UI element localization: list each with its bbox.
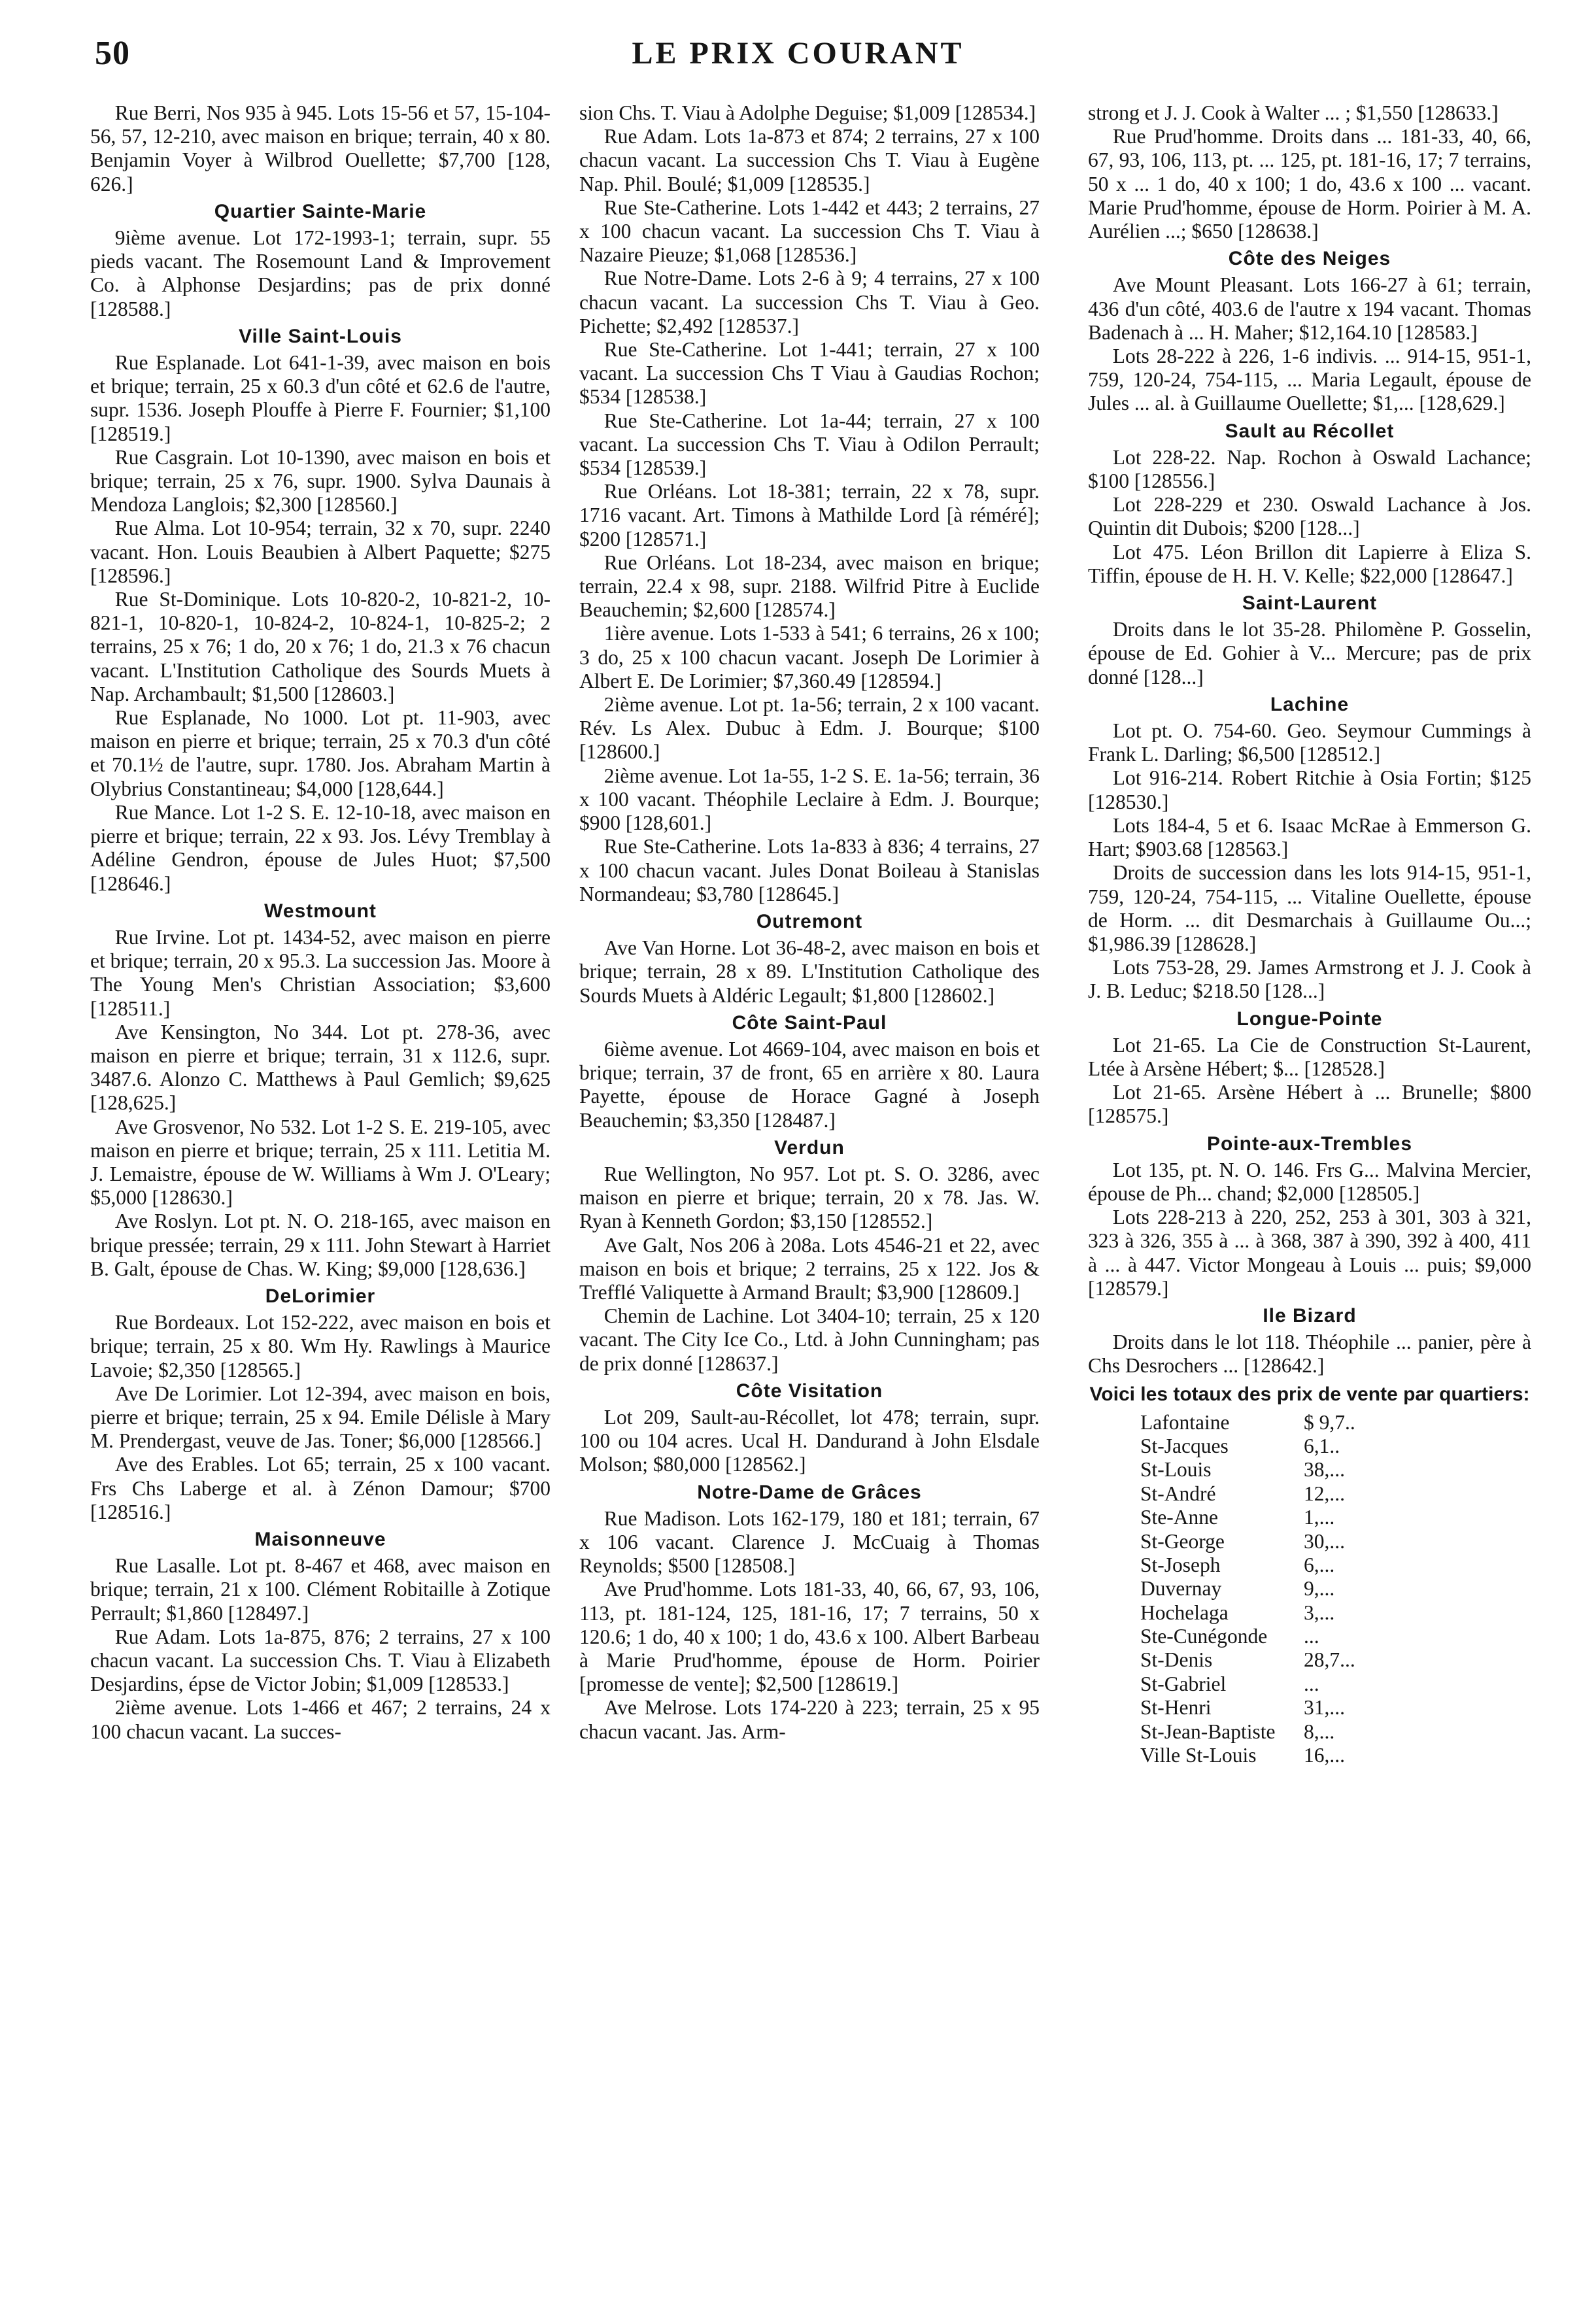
- quarter-name: St-Gabriel: [1140, 1672, 1227, 1695]
- section-heading: Côte Saint-Paul: [732, 1011, 887, 1034]
- column-3: [1088, 101, 1531, 2292]
- totals-row: [1140, 1434, 1531, 1458]
- transaction-entry: Rue Berri, Nos 935 à 945. Lots 15-56 et 57, 15-104-56, 57, 12-210, avec maison en brique; terrain, 40 x 80. Benjamin Voyer à Wilbrod Ouellette; $7,700 [128, 626.]: [90, 101, 551, 195]
- transaction-entry: Lots 753-28, 29. James Armstrong et J. J. Cook à J. B. Leduc; $218.50 [128...]: [1088, 956, 1531, 1003]
- quarter-total: ...: [1304, 1625, 1319, 1648]
- section-heading: Ville Saint-Louis: [239, 325, 402, 347]
- transaction-entry: Rue Bordeaux. Lot 152-222, avec maison en bois et brique; terrain, 25 x 80. Wm Hy. Rawlings à Maurice Lavoie; $2,350 [128565.]: [90, 1311, 551, 1382]
- quarter-name: St-George: [1140, 1529, 1225, 1553]
- quarter-total: 31,...: [1304, 1696, 1345, 1720]
- transaction-entry: Lots 184-4, 5 et 6. Isaac McRae à Emmerson G. Hart; $903.68 [128563.]: [1088, 813, 1531, 861]
- totals-row: [1140, 1411, 1531, 1434]
- section-heading: Quartier Sainte-Marie: [214, 200, 427, 222]
- quarter-name: St-Denis: [1140, 1648, 1213, 1672]
- transaction-entry: Rue Wellington, No 957. Lot pt. S. O. 3286, avec maison en pierre et brique; terrain, 20 x 78. Jas. W. Ryan à Kenneth Gordon; $3,150 [128552.]: [579, 1162, 1040, 1233]
- quarter-name: St-Jacques: [1140, 1434, 1229, 1457]
- transaction-entry: Rue Ste-Catherine. Lot 1a-44; terrain, 27 x 100 vacant. La succession Chs T. Viau à Odilon Perrault; $534 [128539.]: [579, 409, 1040, 480]
- totals-row: [1140, 1601, 1531, 1625]
- transaction-entry: Rue Mance. Lot 1-2 S. E. 12-10-18, avec maison en pierre et brique; terrain, 22 x 93. Jos. Lévy Tremblay à Adéline Gendron, épouse de Jules Huot; $7,500 [128646.]: [90, 800, 551, 895]
- totals-row: [1140, 1482, 1531, 1506]
- totals-row: [1140, 1744, 1531, 1767]
- transaction-entry: 6ième avenue. Lot 4669-104, avec maison en bois et brique; terrain, 37 de front, 65 en arrière x 80. Laura Payette, épouse de Horace Gagné à Joseph Beauchemin; $3,350 [128487.]: [579, 1037, 1040, 1132]
- transaction-entry: Ave Mount Pleasant. Lots 166-27 à 61; terrain, 436 d'un côté, 403.6 de l'autre x 194 vacant. Thomas Badenach à ... H. Maher; $12,164.10 [128583.]: [1088, 273, 1531, 344]
- transaction-entry: Lot 21-65. Arsène Hébert à ... Brunelle; $800 [128575.]: [1088, 1081, 1531, 1128]
- transaction-entry: Rue Ste-Catherine. Lot 1-441; terrain, 27 x 100 vacant. La succession Chs T Viau à Gaudias Rochon; $534 [128538.]: [579, 338, 1040, 409]
- transaction-entry: Lot 228-229 et 230. Oswald Lachance à Jos. Quintin dit Dubois; $200 [128...]: [1088, 493, 1531, 540]
- transaction-entry: 9ième avenue. Lot 172-1993-1; terrain, supr. 55 pieds vacant. The Rosemount Land & Improvement Co. à Alphonse Desjardins; pas de prix donné [128588.]: [90, 226, 551, 320]
- transaction-entry: Ave Prud'homme. Lots 181-33, 40, 66, 67, 93, 106, 113, pt. 181-124, 125, 181-16, 17; 7 terrains, 50 x 120.6; 1 do, 40 x 100; 1 do, 43.6 x 100. Albert Barbeau à Marie Prud'homme, épouse de Horm. Poirier [promesse de vente]; $2,500 [128619.]: [579, 1578, 1040, 1696]
- transaction-entry: Ave Galt, Nos 206 à 208a. Lots 4546-21 et 22, avec maison en bois et brique; 2 terrains, 25 x 122. Jos & Trefflé Valiquette à Armand Brault; $3,900 [128609.]: [579, 1233, 1040, 1304]
- transaction-entry: Rue Orléans. Lot 18-381; terrain, 22 x 78, supr. 1716 vacant. Art. Timons à Mathilde Lord [à réméré]; $200 [128571.]: [579, 480, 1040, 551]
- transaction-entry: strong et J. J. Cook à Walter ... ; $1,550 [128633.]: [1088, 101, 1499, 124]
- section-heading: Côte Visitation: [736, 1380, 883, 1402]
- quarter-total: 28,7...: [1304, 1648, 1355, 1672]
- quarter-name: St-Joseph: [1140, 1553, 1221, 1576]
- section-heading: DeLorimier: [265, 1285, 376, 1307]
- transaction-entry: Lot 475. Léon Brillon dit Lapierre à Eliza S. Tiffin, épouse de H. H. V. Kelle; $22,000 [128647.]: [1088, 540, 1531, 587]
- transaction-entry: Lot 228-22. Nap. Rochon à Oswald Lachance; $100 [128556.]: [1088, 445, 1531, 493]
- transaction-entry: Lots 28-222 à 226, 1-6 indivis. ... 914-15, 951-1, 759, 120-24, 754-115, ... Maria Legault, épouse de Jules ... al. à Guillaume Ouellette; $1,... [128,629.]: [1088, 345, 1531, 415]
- section-heading: Saint-Laurent: [1242, 592, 1378, 615]
- transaction-entry: Rue Esplanade. Lot 641-1-39, avec maison en bois et brique; terrain, 25 x 60.3 d'un côté et 62.6 de l'autre, supr. 1536. Joseph Plouffe à Pierre F. Fournier; $1,100 [128519.]: [90, 351, 551, 445]
- transaction-entry: Rue Prud'homme. Droits dans ... 181-33, 40, 66, 67, 93, 106, 113, pt. ... 125, pt. 181-16, 17; 7 terrains, 50 x ... 1 do, 40 x 100; 1 do, 43.6 x 100 ... vacant. Marie Prud'homme, épouse de Horm. Poirier à M. A. Aurélien ...; $650 [128638.]: [1088, 125, 1531, 243]
- section-heading: Côte des Neiges: [1228, 248, 1391, 270]
- quarter-total: 12,...: [1304, 1482, 1345, 1505]
- section-heading: Maisonneuve: [254, 1528, 386, 1550]
- transaction-entry: Rue Ste-Catherine. Lots 1-442 et 443; 2 terrains, 27 x 100 chacun vacant. La succession Chs T. Viau à Nazaire Pieuze; $1,068 [128536.]: [579, 195, 1040, 267]
- quarter-name: Hochelaga: [1140, 1601, 1229, 1624]
- totals-row: [1140, 1577, 1531, 1601]
- section-heading: Pointe-aux-Trembles: [1206, 1132, 1413, 1155]
- quarter-name: Duvernay: [1140, 1577, 1222, 1601]
- section-heading: Longue-Pointe: [1236, 1008, 1383, 1030]
- transaction-entry: Rue Adam. Lots 1a-873 et 874; 2 terrains, 27 x 100 chacun vacant. La succession Chs T. Viau à Eugène Nap. Phil. Boulé; $1,009 [128535.]: [579, 125, 1040, 195]
- transaction-entry: Ave Grosvenor, No 532. Lot 1-2 S. E. 219-105, avec maison en pierre et brique; terrain, 25 x 111. Letitia M. J. Lemaistre, épouse de W. Williams à Wm J. O'Leary; $5,000 [128630.]: [90, 1115, 551, 1210]
- transaction-entry: Droits dans le lot 118. Théophile ... panier, père à Chs Desrochers ... [128642.]: [1088, 1331, 1531, 1378]
- transaction-entry: Chemin de Lachine. Lot 3404-10; terrain, 25 x 120 vacant. The City Ice Co., Ltd. à John Cunningham; pas de prix donné [128637.]: [579, 1304, 1040, 1375]
- totals-heading: Voici les totaux des prix de vente par quartiers:: [1089, 1383, 1530, 1405]
- totals-row: [1140, 1648, 1531, 1672]
- quarter-name: Lafontaine: [1140, 1410, 1230, 1434]
- transaction-entry: Ave Van Horne. Lot 36-48-2, avec maison en bois et brique; terrain, 28 x 89. L'Institution Catholique des Sourds Muets à Aldéric Legault; $1,800 [128602.]: [579, 936, 1040, 1007]
- transaction-entry: Rue Casgrain. Lot 10-1390, avec maison en bois et brique; terrain, 25 x 76, supr. 1900. Sylva Daunais à Mendoza Langlois; $2,300 [128560.]: [90, 445, 551, 517]
- totals-row: [1140, 1720, 1531, 1744]
- quarter-name: Ville St-Louis: [1140, 1744, 1257, 1767]
- quarter-total: 38,...: [1304, 1458, 1345, 1482]
- transaction-entry: sion Chs. T. Viau à Adolphe Deguise; $1,009 [128534.]: [579, 101, 1036, 124]
- totals-row: [1140, 1696, 1531, 1720]
- transaction-entry: Lots 228-213 à 220, 252, 253 à 301, 303 à 321, 323 à 326, 355 à ... à 368, 387 à 390, 392 à 400, 411 à ... à 447. Victor Mongeau à Louis ... puis; $9,000 [128579.]: [1088, 1206, 1531, 1300]
- quarter-name: St-Jean-Baptiste: [1140, 1720, 1276, 1743]
- quarter-total: 6,...: [1304, 1553, 1335, 1576]
- transaction-entry: Rue Ste-Catherine. Lots 1a-833 à 836; 4 terrains, 27 x 100 chacun vacant. Jules Donat Boileau à Stanislas Normandeau; $3,780 [128645.]: [579, 835, 1040, 906]
- totals-row: [1140, 1625, 1531, 1648]
- transaction-entry: Rue Madison. Lots 162-179, 180 et 181; terrain, 67 x 106 vacant. Clarence J. McCuaig à Thomas Reynolds; $500 [128508.]: [579, 1506, 1040, 1578]
- column-2: [579, 101, 1040, 2292]
- totals-row: [1140, 1672, 1531, 1696]
- transaction-entry: Lot 209, Sault-au-Récollet, lot 478; terrain, supr. 100 ou 104 acres. Ucal H. Dandurand à John Elsdale Molson; $80,000 [128562.]: [579, 1405, 1040, 1476]
- section-heading: Ile Bizard: [1263, 1304, 1357, 1327]
- quarter-total: 9,...: [1304, 1577, 1335, 1601]
- totals-row: [1140, 1458, 1531, 1482]
- section-heading: Sault au Récollet: [1225, 420, 1395, 442]
- transaction-entry: Droits de succession dans les lots 914-15, 951-1, 759, 120-24, 754-115, ... Vitaline Ouellette, épouse de Horm. ... dit Desmarchais à Guillaume Ou...; $1,986.39 [128628.]: [1088, 861, 1531, 955]
- transaction-entry: 2ième avenue. Lots 1-466 et 467; 2 terrains, 24 x 100 chacun vacant. La succes-: [90, 1696, 551, 1743]
- section-heading: Lachine: [1270, 693, 1350, 715]
- transaction-entry: Rue St-Dominique. Lots 10-820-2, 10-821-2, 10-821-1, 10-820-1, 10-824-2, 10-824-1, 10-825-2; 2 terrains, 25 x 76; 1 do, 20 x 76; 1 do, 21.3 x 76 chacun vacant. L'Institution Catholique des Sourds Muets à Nap. Archambault; $1,500 [128603.]: [90, 588, 551, 705]
- quarter-total: $ 9,7..: [1304, 1410, 1355, 1434]
- transaction-entry: Rue Notre-Dame. Lots 2-6 à 9; 4 terrains, 27 x 100 chacun vacant. La succession Chs T. Viau à Geo. Pichette; $2,492 [128537.]: [579, 267, 1040, 337]
- quarter-total: ...: [1304, 1672, 1319, 1695]
- quarter-name: Ste-Anne: [1140, 1506, 1218, 1529]
- transaction-entry: Lot 135, pt. N. O. 146. Frs G... Malvina Mercier, épouse de Ph... chand; $2,000 [128505.]: [1088, 1158, 1531, 1205]
- quarter-total: 1,...: [1304, 1506, 1335, 1529]
- section-heading: Westmount: [264, 900, 377, 922]
- column-1: [90, 101, 551, 2292]
- page-header: [0, 26, 1596, 85]
- transaction-entry: Rue Adam. Lots 1a-875, 876; 2 terrains, 27 x 100 chacun vacant. La succession Chs. T. Viau à Elizabeth Desjardins, épse de Victor Jobin; $1,009 [128533.]: [90, 1625, 551, 1696]
- transaction-entry: Rue Alma. Lot 10-954; terrain, 32 x 70, supr. 2240 vacant. Hon. Louis Beaubien à Albert Paquette; $275 [128596.]: [90, 517, 551, 587]
- transaction-entry: Rue Lasalle. Lot pt. 8-467 et 468, avec maison en brique; terrain, 21 x 100. Clément Robitaille à Zotique Perrault; $1,860 [128497.]: [90, 1554, 551, 1625]
- transaction-entry: Ave Roslyn. Lot pt. N. O. 218-165, avec maison en brique pressée; terrain, 29 x 111. John Stewart à Harriet B. Galt, épouse de Chas. W. King; $9,000 [128,636.]: [90, 1210, 551, 1280]
- running-title: LE PRIX COURANT: [632, 36, 964, 71]
- section-heading: Notre-Dame de Grâces: [697, 1481, 922, 1503]
- quarter-total: 30,...: [1304, 1529, 1345, 1553]
- quarter-name: Ste-Cunégonde: [1140, 1625, 1268, 1648]
- transaction-entry: Ave Kensington, No 344. Lot pt. 278-36, avec maison en pierre et brique; terrain, 31 x 112.6, supr. 3487.6. Alonzo C. Matthews à Paul Gemlich; $9,625 [128,625.]: [90, 1020, 551, 1115]
- transaction-entry: Droits dans le lot 35-28. Philomène P. Gosselin, épouse de Ed. Gohier à V... Mercure; pas de prix donné [128...]: [1088, 618, 1531, 688]
- page-number: 50: [95, 35, 130, 72]
- transaction-entry: Rue Irvine. Lot pt. 1434-52, avec maison en pierre et brique; terrain, 20 x 95.3. La succession Jas. Moore à The Young Men's Christian Association; $3,600 [128511.]: [90, 925, 551, 1020]
- quarter-total: 6,1..: [1304, 1434, 1340, 1457]
- quarter-total: 3,...: [1304, 1601, 1335, 1624]
- transaction-entry: Lot pt. O. 754-60. Geo. Seymour Cummings à Frank L. Darling; $6,500 [128512.]: [1088, 719, 1531, 766]
- quarter-name: St-Henri: [1140, 1696, 1212, 1720]
- transaction-entry: Ave De Lorimier. Lot 12-394, avec maison en bois, pierre et brique; terrain, 25 x 94. Emile Délisle à Mary M. Prendergast, veuve de Jas. Toner; $6,000 [128566.]: [90, 1382, 551, 1453]
- section-heading: Outremont: [756, 910, 863, 932]
- transaction-entry: Lot 916-214. Robert Ritchie à Osia Fortin; $125 [128530.]: [1088, 766, 1531, 813]
- totals-table: [1140, 1411, 1531, 1768]
- transaction-entry: Lot 21-65. La Cie de Construction St-Laurent, Ltée à Arsène Hébert; $... [128528.]: [1088, 1033, 1531, 1080]
- section-heading: Verdun: [774, 1136, 845, 1159]
- transaction-entry: Ave Melrose. Lots 174-220 à 223; terrain, 25 x 95 chacun vacant. Jas. Arm-: [579, 1696, 1040, 1743]
- transaction-entry: 2ième avenue. Lot 1a-55, 1-2 S. E. 1a-56; terrain, 36 x 100 vacant. Théophile Leclaire à Edm. J. Bourque; $900 [128,601.]: [579, 764, 1040, 835]
- transaction-entry: Rue Orléans. Lot 18-234, avec maison en brique; terrain, 22.4 x 98, supr. 2188. Wilfrid Pitre à Euclide Beauchemin; $2,600 [128574.]: [579, 551, 1040, 622]
- transaction-entry: Rue Esplanade, No 1000. Lot pt. 11-903, avec maison en pierre et brique; terrain, 25 x 70.3 d'un côté et 70.1½ de l'autre, supr. 1780. Jos. Abraham Martin à Olybrius Constantineau; $4,000 [128,644.]: [90, 706, 551, 800]
- totals-row: [1140, 1506, 1531, 1529]
- totals-row: [1140, 1553, 1531, 1577]
- transaction-entry: 1ière avenue. Lots 1-533 à 541; 6 terrains, 26 x 100; 3 do, 25 x 100 chacun vacant. Joseph De Lorimier à Albert E. De Lorimier; $7,360.49 [128594.]: [579, 622, 1040, 692]
- transaction-entry: Ave des Erables. Lot 65; terrain, 25 x 100 vacant. Frs Chs Laberge et al. à Zénon Damour; $700 [128516.]: [90, 1453, 551, 1523]
- transaction-entry: 2ième avenue. Lot pt. 1a-56; terrain, 2 x 100 vacant. Rév. Ls Alex. Dubuc à Edm. J. Bourque; $100 [128600.]: [579, 693, 1040, 764]
- totals-row: [1140, 1530, 1531, 1553]
- quarter-total: 16,...: [1304, 1744, 1345, 1767]
- quarter-name: St-André: [1140, 1482, 1216, 1505]
- quarter-total: 8,...: [1304, 1720, 1335, 1743]
- quarter-name: St-Louis: [1140, 1458, 1212, 1482]
